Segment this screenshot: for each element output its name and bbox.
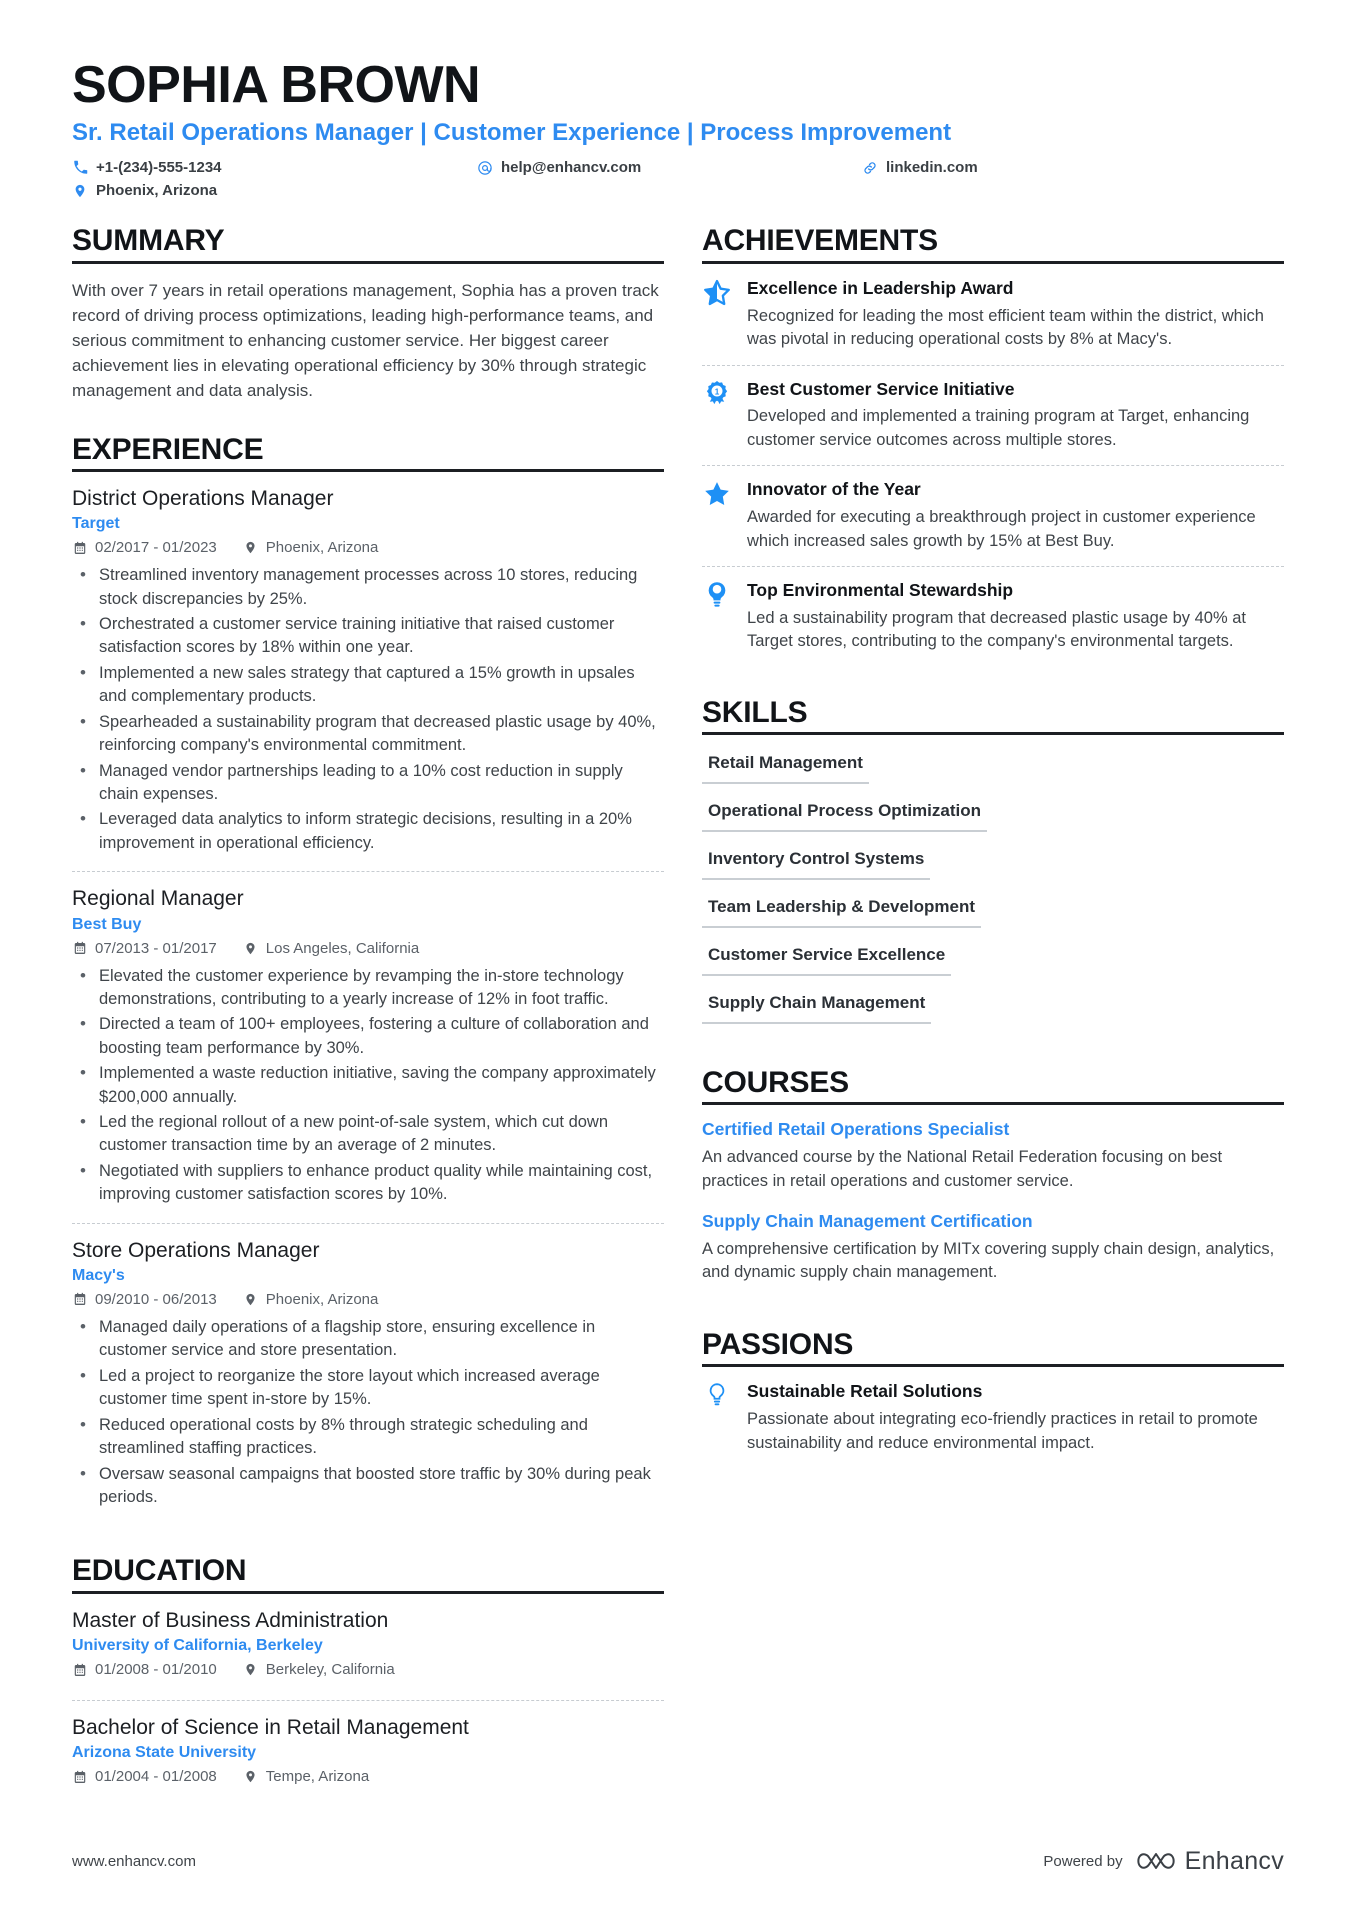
location-icon	[243, 1662, 259, 1678]
bullet-item: • Directed a team of 100+ employees, fostering a culture of collaboration and boosting team performance by 30%.	[72, 1013, 664, 1060]
achievement-desc: Awarded for executing a breakthrough project in customer experience which increased sales growth by 15% at Best Buy.	[747, 508, 1256, 550]
contact-email[interactable]	[477, 159, 862, 176]
contact-location	[72, 182, 477, 199]
job-dates	[72, 539, 217, 556]
medal-icon	[702, 379, 732, 453]
achievement-title: Innovator of the Year	[747, 479, 921, 500]
contact-phone-value: +1-(234)-555-1234	[96, 159, 222, 177]
job-bullets	[72, 564, 664, 855]
right-column	[702, 225, 1284, 1468]
achievement-title: Excellence in Leadership Award	[747, 277, 1014, 298]
half-star-icon	[702, 278, 732, 352]
bullet-item: • Implemented a waste reduction initiative, saving the company approximately $200,000 annually.	[72, 1062, 664, 1109]
achievements-heading: ACHIEVEMENTS	[702, 225, 1284, 263]
calendar-icon	[72, 1662, 88, 1678]
job-location	[243, 539, 379, 556]
job-dates	[72, 940, 217, 957]
job-title: Regional Manager	[72, 887, 244, 911]
job-location	[243, 940, 419, 957]
bullet-item: • Led a project to reorganize the store layout which increased average customer time spent in-store by 15%.	[72, 1365, 664, 1412]
course-title[interactable]: Supply Chain Management Certification	[702, 1211, 1033, 1232]
education-heading: EDUCATION	[72, 1555, 664, 1593]
course-title[interactable]: Certified Retail Operations Specialist	[702, 1119, 1010, 1140]
calendar-icon	[72, 540, 88, 556]
course-item	[702, 1119, 1284, 1207]
skill-tag: Team Leadership & Development	[702, 893, 981, 928]
job-dates-value: 09/2010 - 06/2013	[95, 1290, 217, 1308]
company-name[interactable]: Macy's	[72, 1266, 125, 1284]
lightbulb-icon	[702, 1381, 732, 1455]
company-name[interactable]: Best Buy	[72, 915, 142, 933]
skills-heading: SKILLS	[702, 697, 1284, 735]
job-meta	[72, 940, 664, 957]
courses-section	[702, 1067, 1284, 1299]
skill-tag: Operational Process Optimization	[702, 797, 987, 832]
education-dates-value: 01/2004 - 01/2008	[95, 1768, 217, 1786]
link-icon	[862, 160, 878, 176]
summary-text: With over 7 years in retail operations management, Sophia has a proven track record of driving process optimizations, leading high-performance teams, and serious commitment to enhancing customer service. Her biggest career achievement lies in elevating operational efficiency by 30% through strategic management and data analysis.	[72, 280, 659, 401]
lightbulb-icon	[702, 580, 732, 654]
education-section	[72, 1555, 664, 1807]
education-entry	[72, 1700, 664, 1807]
course-desc: A comprehensive certification by MITx covering supply chain design, analytics, and dynamic supply chain management.	[702, 1240, 1275, 1282]
education-location	[243, 1661, 395, 1678]
course-item	[702, 1207, 1284, 1299]
job-meta	[72, 539, 664, 556]
skill-tag: Inventory Control Systems	[702, 845, 930, 880]
school-name[interactable]: University of California, Berkeley	[72, 1637, 323, 1654]
svg-text:1: 1	[714, 387, 720, 397]
summary-heading: SUMMARY	[72, 225, 664, 263]
company-name[interactable]: Target	[72, 515, 120, 533]
location-icon	[243, 540, 259, 556]
achievement-desc: Led a sustainability program that decreased plastic usage by 40% at Target stores, contributing to the company's environmental targets.	[747, 608, 1246, 651]
job-location-value: Phoenix, Arizona	[265, 539, 379, 557]
achievement-desc: Recognized for leading the most efficient team within the district, which was pivotal in reducing operational costs by 8% at Macy's.	[747, 306, 1264, 349]
job-bullets	[72, 1316, 664, 1509]
achievement-item	[702, 365, 1284, 466]
achievement-title: Best Customer Service Initiative	[747, 378, 1015, 399]
achievement-item	[702, 465, 1284, 566]
job-dates	[72, 1291, 217, 1308]
experience-entry	[72, 1223, 664, 1526]
experience-entry	[72, 871, 664, 1222]
skill-row	[702, 941, 1284, 989]
bullet-item: • Elevated the customer experience by revamping the in-store technology demonstrations, contributing to a yearly increase of 12% in foot traffic.	[72, 965, 664, 1012]
contact-location-value: Phoenix, Arizona	[96, 182, 218, 200]
job-location-value: Los Angeles, California	[265, 939, 420, 957]
education-dates	[72, 1768, 217, 1785]
school-name[interactable]: Arizona State University	[72, 1744, 257, 1762]
experience-heading: EXPERIENCE	[72, 434, 664, 472]
degree-title: Master of Business Administration	[72, 1608, 389, 1632]
star-icon	[702, 479, 732, 553]
skill-tag: Supply Chain Management	[702, 989, 931, 1024]
passion-title: Sustainable Retail Solutions	[747, 1381, 983, 1402]
skill-tag: Customer Service Excellence	[702, 941, 951, 976]
calendar-icon	[72, 1769, 88, 1785]
achievement-title: Top Environmental Stewardship	[747, 579, 1014, 600]
location-icon	[243, 1769, 259, 1785]
job-title: District Operations Manager	[72, 486, 334, 510]
education-dates	[72, 1661, 217, 1678]
skill-row	[702, 845, 1284, 893]
experience-section	[72, 434, 664, 1526]
education-dates-value: 01/2008 - 01/2010	[95, 1661, 217, 1678]
skill-row	[702, 893, 1284, 941]
passions-heading: PASSIONS	[702, 1329, 1284, 1367]
job-meta	[72, 1291, 664, 1308]
passions-section	[702, 1329, 1284, 1468]
left-column	[72, 225, 664, 1807]
education-location	[243, 1768, 369, 1785]
contact-info	[72, 159, 1284, 199]
email-icon	[477, 160, 493, 176]
footer-branding	[1043, 1847, 1284, 1876]
phone-icon	[72, 160, 88, 176]
skill-tag: Retail Management	[702, 749, 869, 784]
bullet-item: • Managed daily operations of a flagship store, ensuring excellence in customer service and store presentation.	[72, 1316, 664, 1363]
bullet-item: • Streamlined inventory management processes across 10 stores, reducing stock discrepancies by 25%.	[72, 564, 664, 611]
passion-item	[702, 1381, 1284, 1468]
bullet-item: • Spearheaded a sustainability program that decreased plastic usage by 40%, reinforcing company's environmental commitment.	[72, 711, 664, 758]
course-desc: An advanced course by the National Retail Federation focusing on best practices in retail operations and customer service.	[702, 1148, 1223, 1190]
bullet-item: • Managed vendor partnerships leading to a 10% cost reduction in supply chain expenses.	[72, 760, 664, 807]
enhancv-mark-icon	[1136, 1849, 1176, 1875]
page-title: SOPHIA BROWN	[72, 56, 481, 114]
location-icon	[243, 1291, 259, 1307]
bullet-item: • Oversaw seasonal campaigns that boosted store traffic by 30% during peak periods.	[72, 1463, 664, 1510]
degree-title: Bachelor of Science in Retail Management	[72, 1716, 469, 1739]
bullet-item: • Orchestrated a customer service training initiative that raised customer satisfaction scores by 18% within one year.	[72, 613, 664, 660]
achievement-item	[702, 278, 1284, 365]
skills-section	[702, 697, 1284, 1037]
bullet-item: • Negotiated with suppliers to enhance product quality while maintaining cost, improving customer satisfaction scores by 10%.	[72, 1160, 664, 1207]
resume-header	[72, 58, 1284, 199]
location-icon	[243, 940, 259, 956]
professional-headline: Sr. Retail Operations Manager | Customer Experience | Process Improvement	[72, 118, 952, 146]
education-location-value: Tempe, Arizona	[265, 1768, 370, 1786]
contact-linkedin-value: linkedin.com	[886, 159, 978, 177]
skill-row	[702, 797, 1284, 845]
calendar-icon	[72, 940, 88, 956]
bullet-item: • Leveraged data analytics to inform strategic decisions, resulting in a 20% improvement in operational efficiency.	[72, 808, 664, 855]
skill-row	[702, 989, 1284, 1037]
education-meta	[72, 1661, 664, 1678]
job-bullets	[72, 965, 664, 1207]
job-location	[243, 1291, 379, 1308]
courses-heading: COURSES	[702, 1067, 1284, 1105]
achievement-desc: Developed and implemented a training program at Target, enhancing customer service outcomes across multiple stores.	[747, 407, 1250, 449]
contact-linkedin[interactable]	[862, 159, 1284, 176]
experience-entry	[72, 486, 664, 871]
job-dates-value: 02/2017 - 01/2023	[95, 539, 217, 557]
job-title: Store Operations Manager	[72, 1238, 320, 1262]
bullet-item: • Reduced operational costs by 8% through strategic scheduling and streamlined staffing practices.	[72, 1414, 664, 1461]
education-location-value: Berkeley, California	[265, 1661, 395, 1678]
footer-url[interactable]: www.enhancv.com	[72, 1853, 196, 1870]
bullet-item: • Led the regional rollout of a new point-of-sale system, which cut down customer transaction time by an average of 2 minutes.	[72, 1111, 664, 1158]
contact-email-value: help@enhancv.com	[501, 159, 642, 177]
location-icon	[72, 183, 88, 199]
bullet-item: • Implemented a new sales strategy that captured a 15% growth in upsales and complementary products.	[72, 662, 664, 709]
job-dates-value: 07/2013 - 01/2017	[95, 939, 217, 957]
enhancv-logo	[1136, 1847, 1284, 1876]
job-location-value: Phoenix, Arizona	[265, 1290, 379, 1308]
education-meta	[72, 1768, 664, 1785]
enhancv-wordmark: Enhancv	[1184, 1847, 1284, 1875]
powered-by-label: Powered by	[1043, 1853, 1123, 1870]
calendar-icon	[72, 1291, 88, 1307]
summary-section	[72, 225, 664, 403]
page-footer	[72, 1847, 1284, 1876]
contact-phone[interactable]	[72, 159, 477, 176]
skill-row	[702, 749, 1284, 797]
education-entry	[72, 1608, 664, 1700]
passion-desc: Passionate about integrating eco-friendly practices in retail to promote sustainability and reduce environmental impact.	[747, 1410, 1258, 1452]
achievement-item	[702, 566, 1284, 667]
achievements-section	[702, 225, 1284, 666]
